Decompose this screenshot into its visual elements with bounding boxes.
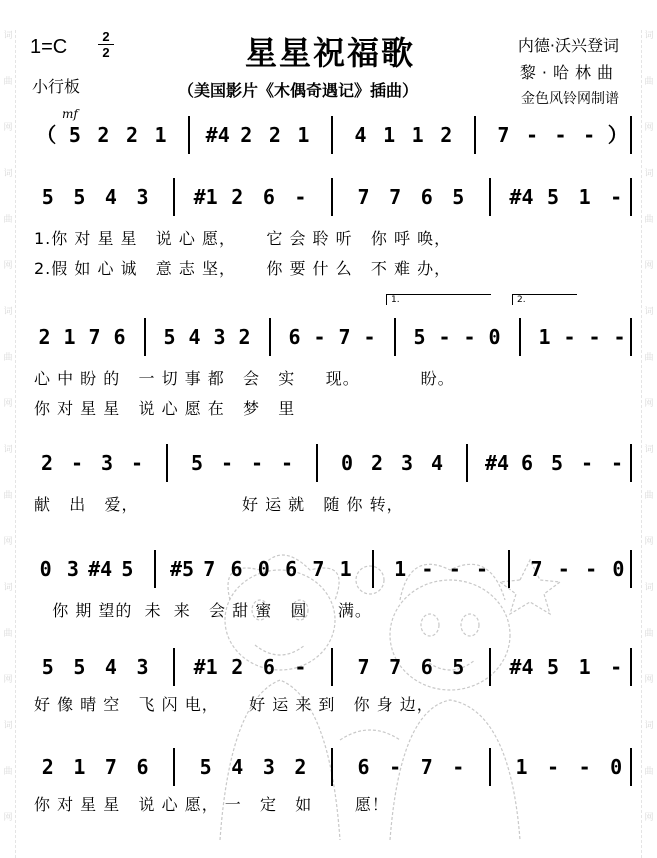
barline (173, 648, 175, 686)
note: 1 (339, 557, 352, 581)
note: 3 (262, 755, 275, 779)
watermark-char: 词 (3, 583, 13, 593)
barline (508, 550, 510, 588)
watermark-char: 词 (3, 31, 13, 41)
note: 0 (488, 325, 501, 349)
note: #1 (193, 185, 218, 209)
note: 7 (312, 557, 325, 581)
note-extension: - (363, 325, 376, 349)
note: 3 (66, 557, 79, 581)
watermark-char: 网 (3, 537, 13, 547)
note-extension: - (475, 557, 489, 581)
note-extension: - (583, 123, 596, 147)
barline (331, 748, 333, 786)
note: 1 (383, 123, 396, 147)
barline (489, 648, 491, 686)
note-extension: - (313, 325, 326, 349)
note: 5 (41, 185, 54, 209)
note: 1 (73, 755, 86, 779)
note-extension: - (421, 557, 434, 581)
bracket: （ (36, 123, 57, 147)
lyric-line: 献 出 爱， 好 运 就 随 你 转， (34, 495, 404, 514)
watermark-char: 网 (3, 123, 13, 133)
lyric-line-verse1: 1.你 对 星 星 说 心 愿， 它 会 聆 听 你 呼 唤， (34, 229, 452, 248)
dynamic-marking: mf (62, 107, 78, 121)
note-extension: - (580, 451, 594, 475)
note: 2 (268, 123, 281, 147)
lyric-line: 好 像 晴 空 飞 闪 电， 好 运 来 到 你 身 边， (34, 695, 434, 714)
note: 6 (136, 755, 149, 779)
note-extension: - (547, 755, 560, 779)
note: 5 (121, 557, 134, 581)
watermark-char: 词 (3, 721, 13, 731)
note-extension: - (448, 557, 461, 581)
note: 5 (73, 185, 86, 209)
watermark-char: 曲 (3, 629, 13, 639)
note: 2 (370, 451, 384, 475)
barline (489, 178, 491, 216)
note-extension: - (250, 451, 264, 475)
note-extension: - (585, 557, 598, 581)
composer-credit: 黎·哈林曲 (519, 63, 619, 82)
note: 2 (38, 325, 51, 349)
watermark-char: 词 (644, 583, 654, 593)
barline (173, 178, 175, 216)
note: 7 (389, 185, 402, 209)
note: 5 (163, 325, 176, 349)
barline (630, 178, 632, 216)
notes-row (26, 646, 632, 686)
note: 3 (100, 451, 114, 475)
watermark-char: 曲 (644, 353, 654, 363)
second-ending-bracket: 2. (512, 294, 577, 305)
note: 0 (612, 557, 625, 581)
note-extension: - (557, 557, 570, 581)
note: 7 (357, 655, 370, 679)
watermark-char: 词 (644, 307, 654, 317)
note-extension: - (389, 755, 402, 779)
barline (372, 550, 374, 588)
note: 0 (610, 755, 623, 779)
barline (166, 444, 168, 482)
watermark-char: 网 (644, 261, 654, 271)
note-extension: - (452, 755, 465, 779)
note: 5 (547, 655, 560, 679)
note: 1 (515, 755, 528, 779)
note: 6 (420, 185, 433, 209)
note: 6 (113, 325, 126, 349)
barline (519, 318, 521, 356)
note: 4 (354, 123, 367, 147)
watermark-char: 网 (3, 675, 13, 685)
notes-row (26, 442, 632, 482)
watermark-char: 词 (644, 169, 654, 179)
note: 7 (203, 557, 216, 581)
note-extension: - (294, 185, 307, 209)
meter-top: 2 (102, 29, 110, 44)
note-extension: - (563, 325, 576, 349)
note: 7 (88, 325, 101, 349)
barline (188, 116, 190, 154)
note: 6 (285, 557, 298, 581)
note: 2 (294, 755, 307, 779)
note-extension: - (588, 325, 601, 349)
watermark-char: 网 (644, 813, 654, 823)
barline (630, 748, 632, 786)
note: 5 (41, 655, 54, 679)
tempo-marking: 小行板 (32, 77, 81, 96)
first-ending-bracket: 1. (386, 294, 491, 305)
barline (630, 444, 632, 482)
note: 5 (190, 451, 204, 475)
note: 6 (420, 655, 433, 679)
barline (269, 318, 271, 356)
barline (331, 178, 333, 216)
note: 6 (357, 755, 370, 779)
note: 2 (231, 655, 244, 679)
note-extension: - (463, 325, 476, 349)
note: 3 (213, 325, 226, 349)
note: 2 (125, 123, 138, 147)
note-extension: - (220, 451, 234, 475)
note: 5 (550, 451, 564, 475)
notes-row (26, 114, 632, 154)
barline (630, 116, 632, 154)
note: 7 (497, 123, 510, 147)
note: 1 (297, 123, 310, 147)
note: 0 (340, 451, 354, 475)
barline (474, 116, 476, 154)
transcriber-credit: 金色风铃网制谱 (521, 91, 619, 107)
bracket: ） (607, 123, 628, 147)
note: 7 (530, 557, 543, 581)
notes-row (26, 316, 632, 356)
note: #4 (205, 123, 230, 147)
watermark-char: 网 (3, 261, 13, 271)
note-extension: - (130, 451, 144, 475)
notes-row (26, 548, 632, 588)
barline (466, 444, 468, 482)
note: 7 (357, 185, 370, 209)
note: 4 (188, 325, 201, 349)
note: 0 (257, 557, 270, 581)
barline (144, 318, 146, 356)
watermark-char: 网 (644, 675, 654, 685)
watermark-char: 词 (644, 31, 654, 41)
watermark-char: 曲 (3, 77, 13, 87)
note: 7 (420, 755, 433, 779)
note: 1 (63, 325, 76, 349)
note: #5 (169, 557, 195, 581)
song-subtitle: （美国影片《木偶奇遇记》插曲） (178, 81, 419, 100)
side-watermark-left (2, 30, 16, 858)
barline (630, 318, 632, 356)
watermark-char: 曲 (3, 491, 13, 501)
note: 5 (452, 655, 465, 679)
barline (630, 550, 632, 588)
note-extension: - (280, 451, 294, 475)
lyric-line-verse2: 2.假 如 心 诚 意 志 坚， 你 要 什 么 不 难 办， (34, 259, 452, 278)
side-watermark-right (641, 30, 655, 858)
note: 4 (430, 451, 444, 475)
note: 5 (452, 185, 465, 209)
note: 7 (389, 655, 402, 679)
barline (394, 318, 396, 356)
time-signature (98, 30, 114, 59)
barline (489, 748, 491, 786)
note: 2 (97, 123, 110, 147)
note-extension: - (294, 655, 307, 679)
note: 2 (240, 123, 253, 147)
note: 1 (394, 557, 407, 581)
note: 4 (231, 755, 244, 779)
watermark-char: 曲 (644, 629, 654, 639)
watermark-char: 网 (644, 537, 654, 547)
note: 5 (547, 185, 560, 209)
note: 2 (40, 451, 54, 475)
note: 5 (199, 755, 212, 779)
note: 1 (154, 123, 167, 147)
note: 4 (104, 655, 117, 679)
watermark-char: 网 (644, 399, 654, 409)
note: 2 (231, 185, 244, 209)
watermark-char: 网 (3, 813, 13, 823)
lyricist-credit: 内德·沃兴登词 (517, 36, 619, 55)
note: 5 (413, 325, 426, 349)
barline (331, 648, 333, 686)
notes-row (26, 176, 632, 216)
note: 6 (288, 325, 301, 349)
lyric-line: 你 对 星 星 说 心 愿， 一 定 如 愿！ (34, 795, 389, 814)
note: 7 (104, 755, 117, 779)
note-extension: - (525, 123, 538, 147)
note: 6 (262, 185, 275, 209)
barline (630, 648, 632, 686)
note-extension: - (70, 451, 84, 475)
note-extension: - (438, 325, 451, 349)
watermark-char: 词 (644, 445, 654, 455)
note: #4 (509, 655, 534, 679)
watermark-char: 词 (644, 721, 654, 731)
watermark-char: 词 (3, 169, 13, 179)
lyric-line-verse2: 你 对 星 星 说 心 愿 在 梦 里 (34, 399, 296, 418)
note: 1 (578, 655, 591, 679)
note-extension: - (610, 655, 623, 679)
note: 6 (520, 451, 534, 475)
note-extension: - (554, 123, 567, 147)
meter-bottom: 2 (102, 45, 110, 60)
note: #4 (484, 451, 510, 475)
note: 1 (538, 325, 551, 349)
note: 6 (230, 557, 243, 581)
note-extension: - (610, 185, 623, 209)
note: #4 (509, 185, 534, 209)
watermark-char: 曲 (3, 215, 13, 225)
note: #1 (193, 655, 218, 679)
key-signature: 1=C (30, 36, 68, 58)
watermark-char: 曲 (644, 215, 654, 225)
note: 5 (73, 655, 86, 679)
note: 2 (440, 123, 453, 147)
note: 5 (68, 123, 81, 147)
note: 6 (262, 655, 275, 679)
note: 3 (400, 451, 414, 475)
notes-row (26, 746, 632, 786)
watermark-char: 词 (3, 307, 13, 317)
note: 1 (411, 123, 424, 147)
watermark-char: 曲 (644, 491, 654, 501)
lyric-line-verse1: 心 中 盼 的 一 切 事 都 会 实 现。 盼。 (34, 369, 455, 388)
note-extension: - (613, 325, 626, 349)
watermark-char: 曲 (3, 767, 13, 777)
watermark-char: 网 (3, 399, 13, 409)
barline (331, 116, 333, 154)
note-extension: - (610, 451, 624, 475)
watermark-char: 曲 (644, 767, 654, 777)
watermark-char: 曲 (3, 353, 13, 363)
note: #4 (88, 557, 113, 581)
barline (173, 748, 175, 786)
note: 7 (338, 325, 351, 349)
note: 1 (578, 185, 591, 209)
note: 3 (136, 655, 149, 679)
note: 0 (39, 557, 52, 581)
lyric-line: 你 期 望的 未 来 会 甜 蜜 圆 满。 (34, 601, 372, 620)
note: 3 (136, 185, 149, 209)
note: 2 (238, 325, 251, 349)
note: 4 (104, 185, 117, 209)
note: 2 (41, 755, 54, 779)
watermark-char: 词 (3, 445, 13, 455)
barline (154, 550, 156, 588)
watermark-char: 网 (644, 123, 654, 133)
barline (316, 444, 318, 482)
watermark-char: 曲 (644, 77, 654, 87)
song-title: 星星祝福歌 (245, 34, 416, 72)
note-extension: - (578, 755, 591, 779)
